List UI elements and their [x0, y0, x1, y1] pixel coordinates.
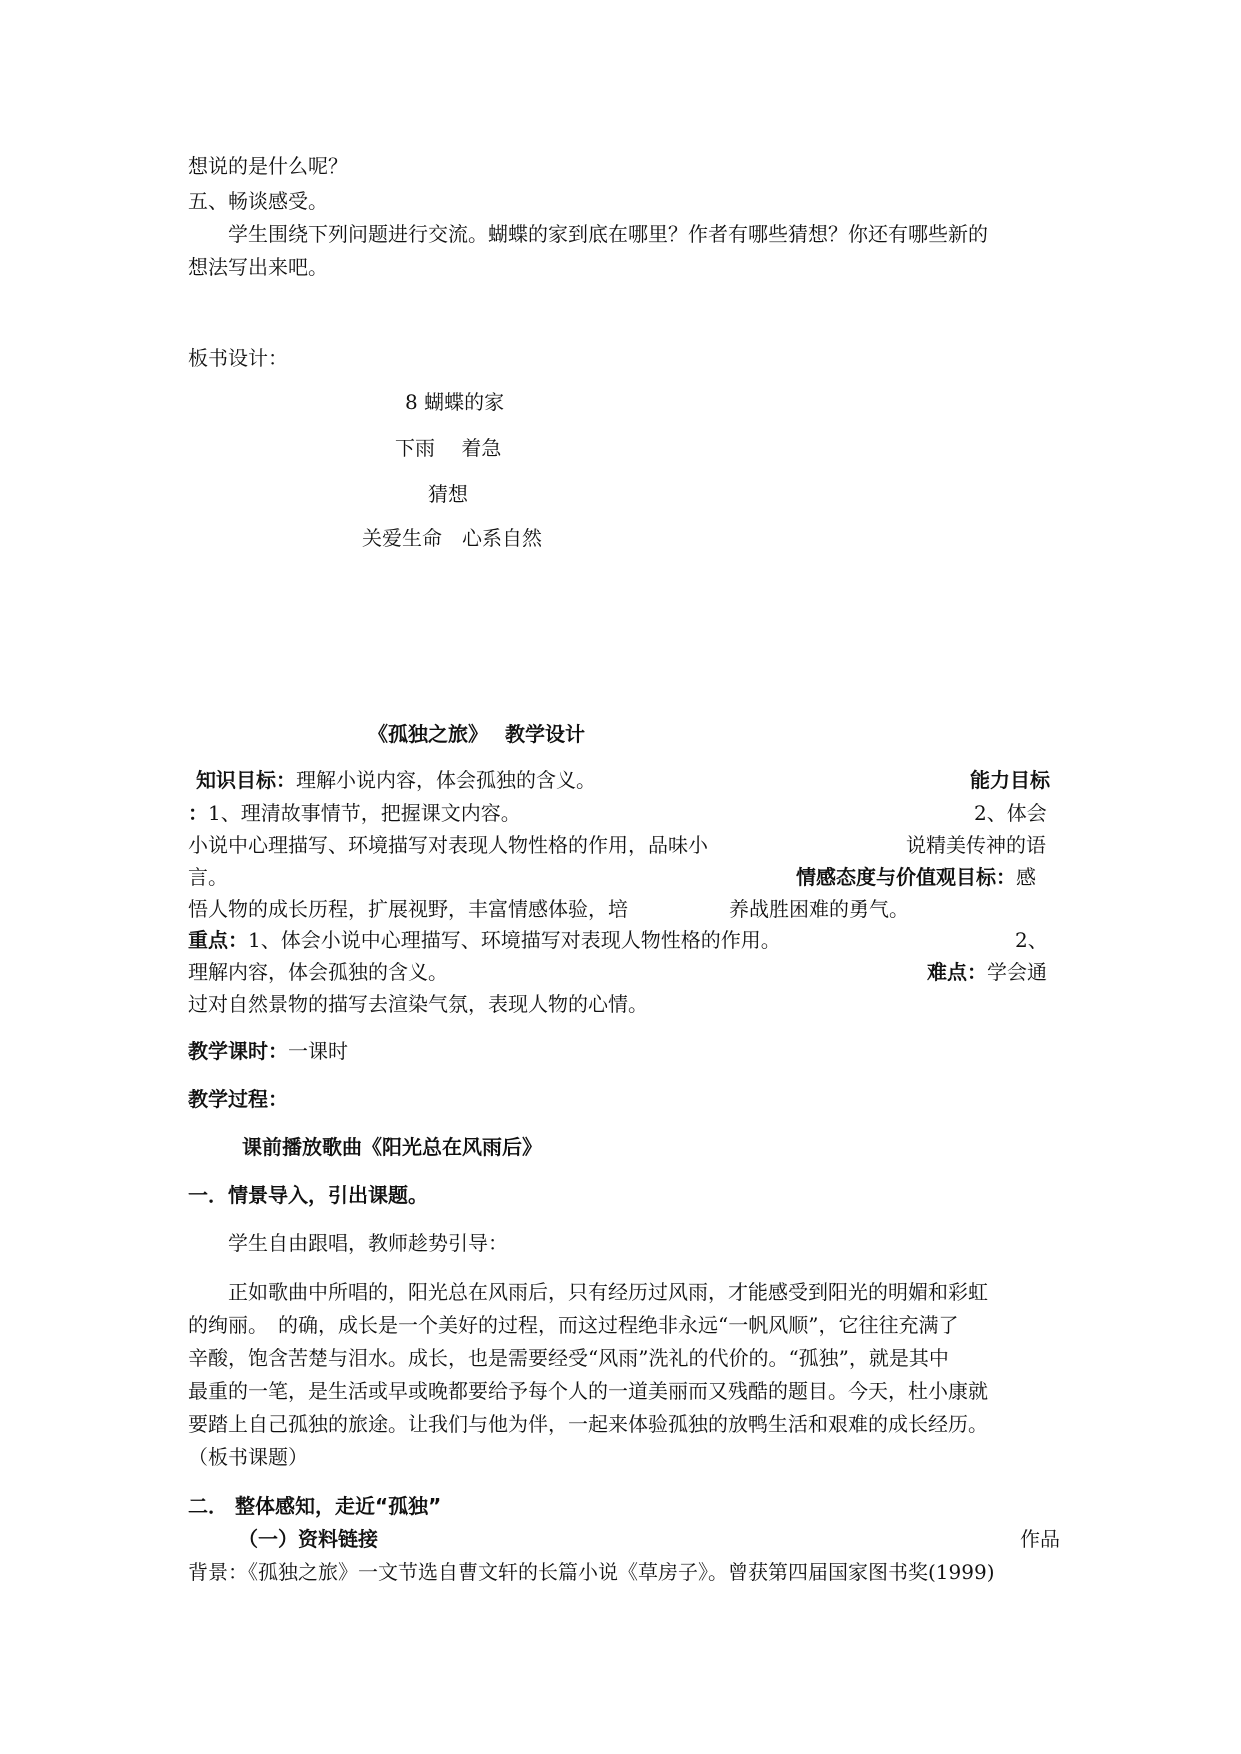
key-2: 2、 — [1015, 928, 1048, 952]
difficulty-text: 学会通 — [987, 960, 1047, 984]
hours-value: 一课时 — [288, 1039, 348, 1063]
text-line: 悟人物的成长历程，扩展视野，丰富情感体验，培 — [188, 897, 628, 921]
goal-line — [196, 766, 596, 794]
ability-2: 2、体会 — [974, 801, 1047, 825]
lesson-title: 《孤独之旅》 教学设计 — [368, 722, 585, 746]
text-line: 理解内容，体会孤独的含义。 — [188, 960, 448, 984]
process-label: 教学过程： — [188, 1087, 288, 1111]
board-row: 关爱生命 心系自然 — [362, 526, 542, 550]
goal-line — [927, 958, 1047, 986]
knowledge-label: 知识目标： — [196, 768, 296, 792]
hours-label: 教学课时： — [188, 1039, 288, 1063]
board-row: 下雨 着急 — [395, 436, 502, 460]
section-heading: 一．情景导入，引出课题。 — [188, 1183, 428, 1207]
board-title: 8 蝴蝶的家 — [405, 390, 505, 414]
goal-line — [188, 799, 521, 827]
paragraph-line: 最重的一笔，是生活或早或晚都要给予每个人的一道美丽而又残酷的题目。今天，杜小康就 — [188, 1379, 988, 1403]
hours-line — [188, 1037, 348, 1065]
key-label: 重点： — [188, 928, 248, 952]
knowledge-text: 理解小说内容，体会孤独的含义。 — [296, 768, 596, 792]
paragraph-line: 背景：《孤独之旅》一文节选自曹文轩的长篇小说《草房子》。曾获第四届国家图书奖(1999) — [188, 1560, 995, 1584]
section-heading: 五、畅谈感受。 — [188, 189, 328, 213]
emotion-label: 情感态度与价值观目标： — [796, 865, 1016, 889]
text-line: 养战胜困难的勇气。 — [729, 897, 909, 921]
text-line: 想法写出来吧。 — [188, 255, 328, 279]
paragraph-line: 辛酸，饱含苦楚与泪水。成长，也是需要经受“风雨”洗礼的代价的。“孤独”，就是其中 — [188, 1346, 949, 1370]
board-design-label: 板书设计： — [188, 346, 288, 370]
section-heading: 二． 整体感知，走近“孤独” — [188, 1494, 442, 1518]
difficulty-label: 难点： — [927, 960, 987, 984]
text-line: 小说中心理描写、环境描写对表现人物性格的作用，品味小 — [188, 833, 708, 857]
pre-class-activity: 课前播放歌曲《阳光总在风雨后》 — [242, 1135, 542, 1159]
text-line: 学生围绕下列问题进行交流。蝴蝶的家到底在哪里？作者有哪些猜想？你还有哪些新的 — [228, 222, 988, 246]
paragraph-line: 正如歌曲中所唱的，阳光总在风雨后，只有经历过风雨，才能感受到阳光的明媚和彩虹 — [228, 1280, 988, 1304]
text-line: 言。 — [188, 865, 228, 889]
text-line: 说精美传神的语 — [906, 833, 1046, 857]
text-line: 学生自由跟唱，教师趁势引导： — [228, 1231, 508, 1255]
emotion-text: 感 — [1016, 865, 1036, 889]
ability-1: 1、理清故事情节，把握课文内容。 — [208, 801, 521, 825]
text-line: 过对自然景物的描写去渲染气氛，表现人物的心情。 — [188, 992, 648, 1016]
ability-label: 能力目标 — [970, 768, 1050, 792]
text-line: 想说的是什么呢？ — [188, 154, 348, 178]
paragraph-line: 的绚丽。 的确，成长是一个美好的过程，而这过程绝非永远“一帆风顺”，它往往充满了 — [188, 1313, 959, 1337]
key-1: 1、体会小说中心理描写、环境描写对表现人物性格的作用。 — [248, 928, 781, 952]
subsection-heading: （一）资料链接 — [238, 1527, 378, 1551]
goal-line — [796, 863, 1036, 891]
goal-line — [188, 926, 781, 954]
text-line: 作品 — [1020, 1527, 1060, 1551]
paragraph-line: （板书课题） — [188, 1445, 308, 1469]
board-row: 猜想 — [428, 482, 468, 506]
paragraph-line: 要踏上自己孤独的旅途。让我们与他为伴，一起来体验孤独的放鸭生活和艰难的成长经历。 — [188, 1412, 988, 1436]
ability-colon: ： — [188, 801, 208, 825]
